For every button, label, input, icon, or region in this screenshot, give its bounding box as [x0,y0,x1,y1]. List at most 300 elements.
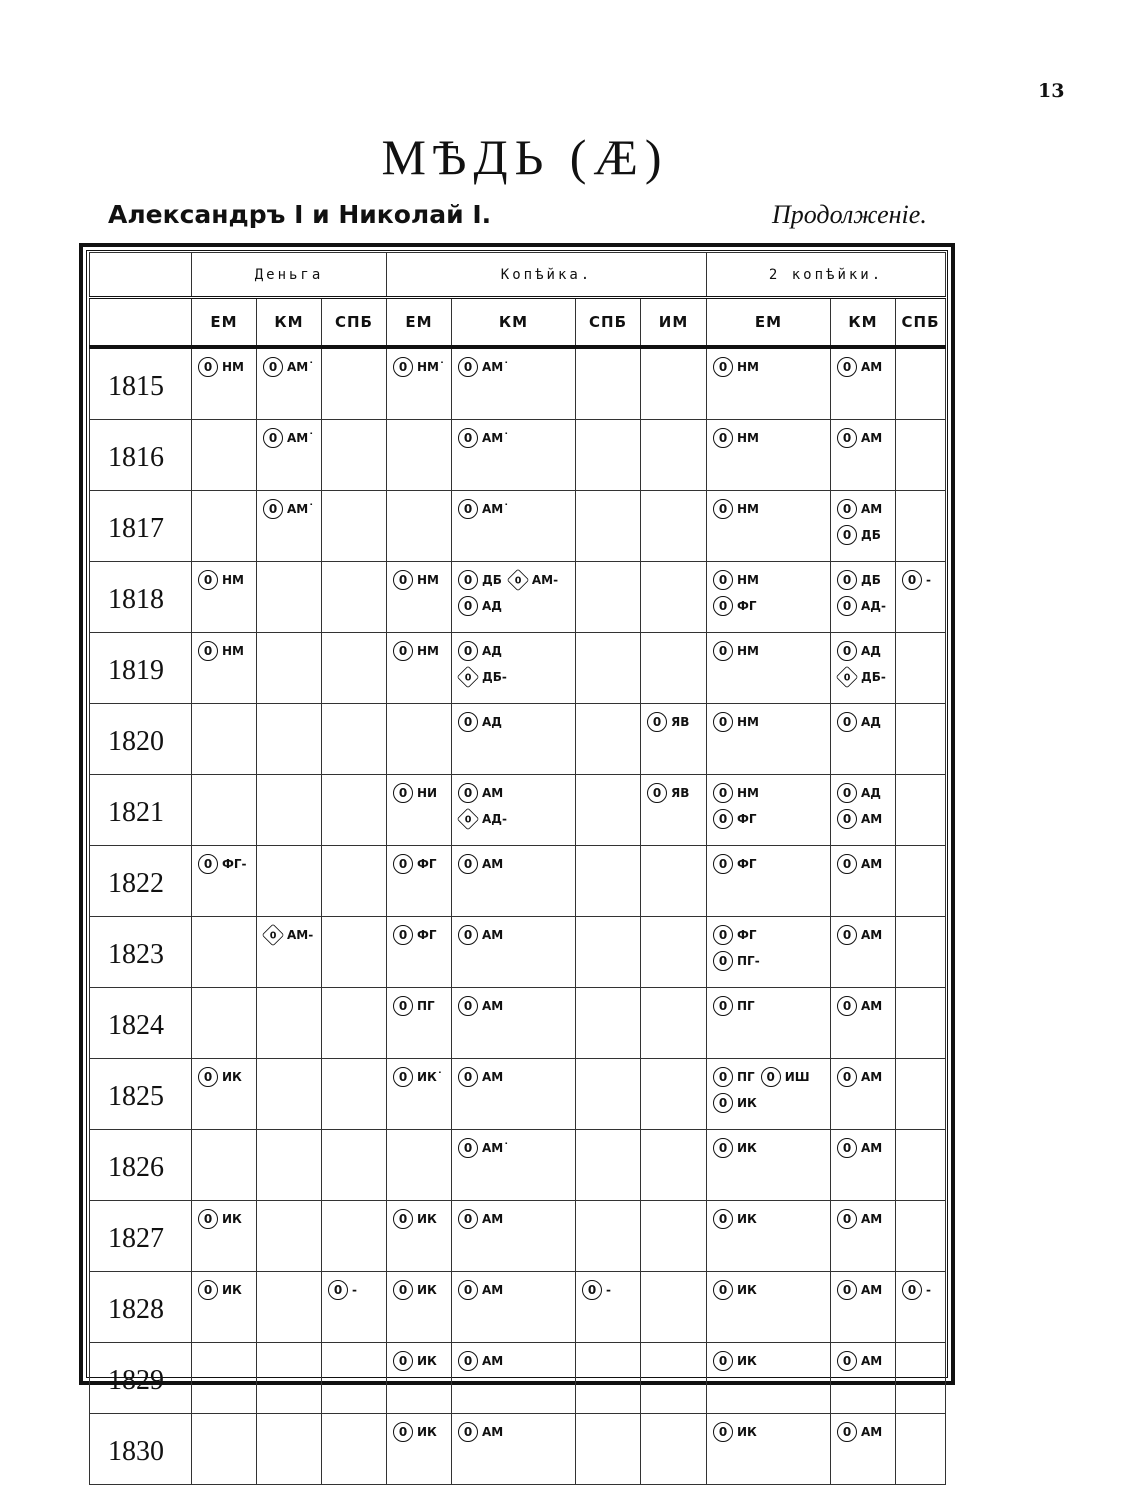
mint-cell [831,347,896,420]
mint-mark [837,709,895,735]
circle-mark-icon: 0 [458,570,478,590]
circle-mark-icon: 0 [902,570,922,590]
mint-cell [322,988,387,1059]
year-cell: 1825 [90,1059,192,1130]
circle-mark-icon: 0 [837,1422,857,1442]
circle-mark-icon: 0 [393,357,413,377]
mint-cell [707,846,831,917]
mint-cell [896,1130,946,1201]
mint-mark-label: НМ [737,502,759,516]
mint-mark [393,1206,451,1232]
corner-cell [90,253,192,298]
year-cell: 1820 [90,704,192,775]
table-row [90,1130,946,1201]
mint-mark-label: АМ˙ [482,1141,510,1155]
mint-mark-label: - [926,573,931,587]
year-cell: 1819 [90,633,192,704]
mint-cell [831,846,896,917]
mint-mark-label: ИК [737,1283,757,1297]
mint-mark-label: ДБ- [482,670,507,684]
circle-mark-icon: 0 [458,996,478,1016]
circle-mark-icon: 0 [458,1067,478,1087]
circle-mark-icon: 0 [393,1422,413,1442]
mint-cell [896,562,946,633]
mint-mark [713,425,830,451]
mint-mark-label: АМ [482,1212,504,1226]
mint-mark [458,354,575,380]
circle-mark-icon: 0 [761,1067,781,1087]
mint-mark-label: АМ˙ [287,502,315,516]
mint-cell [896,420,946,491]
mint-cell [896,1272,946,1343]
mint-cell [641,1272,707,1343]
mint-mark-label: АМ˙ [482,360,510,374]
mint-mark [837,593,895,619]
circle-mark-icon: 0 [713,428,733,448]
circle-mark-icon: 0 [713,996,733,1016]
mint-cell [322,1343,387,1414]
mint-mark [647,709,706,735]
mint-mark-label: ФГ [737,857,757,871]
circle-mark-icon: 0 [713,596,733,616]
mint-mark [458,993,575,1019]
corner-cell [90,298,192,348]
circle-mark-icon: 0 [837,712,857,732]
table-row [90,1059,946,1130]
mint-cell [452,775,576,846]
mint-mark-label: АМ [861,999,883,1013]
mint-mark-label: АМ [861,812,883,826]
mint-mark [458,780,575,806]
mint-mark-label: ЯВ [671,715,690,729]
mint-cell [576,633,641,704]
mint-mark-label: АМ [861,360,883,374]
mint-cell [831,1201,896,1272]
mint-cell [707,1130,831,1201]
mint-cell [641,420,707,491]
mint-cell [831,1414,896,1485]
mint-cell [707,1272,831,1343]
mint-cell [707,1201,831,1272]
circle-mark-icon: 0 [713,1280,733,1300]
diamond-mark-icon: 0 [507,569,530,592]
mint-cell [452,1272,576,1343]
group-header-row [90,253,946,298]
mint-mark-label: ИК [737,1212,757,1226]
table-row [90,988,946,1059]
mint-mark [458,1206,575,1232]
mint-mark-label: АМ [482,786,504,800]
mint-cell [576,775,641,846]
mint-cell [257,420,322,491]
mint-cell [192,988,257,1059]
mint-mark-label: ИК [417,1425,437,1439]
mint-mark [713,496,830,522]
mint-cell [257,1059,322,1130]
table-row [90,846,946,917]
mint-mark-label: ПГ- [737,954,760,968]
mint-cell [257,704,322,775]
mint-mark [458,593,575,619]
mint-cell [576,1130,641,1201]
mint-mark-label: ФГ [737,812,757,826]
mint-mark [328,1277,386,1303]
mint-cell [257,775,322,846]
mint-mark-label: - [926,1283,931,1297]
mint-mark [837,664,895,690]
mint-cell [387,1201,452,1272]
mint-cell [576,1272,641,1343]
mint-mark-label: ИШ [784,1070,810,1084]
mint-cell [387,846,452,917]
circle-mark-icon: 0 [263,428,283,448]
mint-cell [192,1414,257,1485]
mint-mark-label: ИК [737,1096,757,1110]
mint-mark-label: ПГ [417,999,435,1013]
mint-mark-label: ДБ- [861,670,886,684]
mint-mark [902,567,945,593]
table-body [90,347,946,1485]
mint-cell [452,846,576,917]
circle-mark-icon: 0 [837,428,857,448]
circle-mark-icon: 0 [198,357,218,377]
mint-cell [452,1201,576,1272]
mint-cell [641,1201,707,1272]
circle-mark-icon: 0 [713,951,733,971]
mint-cell [257,846,322,917]
year-cell: 1817 [90,491,192,562]
group-header-denga: Деньга [192,253,387,298]
circle-mark-icon: 0 [458,1422,478,1442]
circle-mark-icon: 0 [328,1280,348,1300]
mint-mark [393,851,451,877]
mint-mark [393,1419,451,1445]
circle-mark-icon: 0 [458,1351,478,1371]
mint-cell [576,917,641,988]
mint-mark-label: - [606,1283,611,1297]
table-row [90,704,946,775]
circle-mark-icon: 0 [837,854,857,874]
section-subtitle: Александръ I и Николай I. [108,200,492,229]
mint-mark-label: АД [482,599,502,613]
mint-mark [582,1277,640,1303]
mint-cell [387,562,452,633]
circle-mark-icon: 0 [582,1280,602,1300]
mint-cell [192,1201,257,1272]
mint-mark-label: ИК [417,1212,437,1226]
circle-mark-icon: 0 [837,925,857,945]
mint-cell [641,704,707,775]
circle-mark-icon: 0 [458,1138,478,1158]
mint-cell [452,704,576,775]
circle-mark-icon: 0 [713,1209,733,1229]
mint-mark [837,1419,895,1445]
mint-mark [458,1419,575,1445]
circle-mark-icon: 0 [837,357,857,377]
mint-mark [198,1064,256,1090]
mint-cell [387,1272,452,1343]
circle-mark-icon: 0 [713,1351,733,1371]
mint-mark [713,1277,830,1303]
mint-cell [322,704,387,775]
mint-mark-label: АД [482,715,502,729]
mint-cell [707,562,831,633]
mint-cell [576,562,641,633]
year-cell: 1823 [90,917,192,988]
year-cell: 1826 [90,1130,192,1201]
column-header: СПБ [576,298,641,348]
mint-mark-label: АМ [861,1425,883,1439]
mint-cell [192,846,257,917]
mint-mark [458,922,575,948]
mint-mark-label: АД- [482,812,507,826]
mint-mark-label: НМ [737,573,759,587]
mint-cell [896,633,946,704]
mint-cell [257,491,322,562]
mint-cell [831,775,896,846]
circle-mark-icon: 0 [647,712,667,732]
mint-cell [452,1343,576,1414]
column-header: СПБ [322,298,387,348]
mint-mark-label: АМ˙ [482,502,510,516]
circle-mark-icon: 0 [837,641,857,661]
mint-mark [198,851,256,877]
mint-cell [387,491,452,562]
mint-cell [641,1059,707,1130]
mint-cell [192,1272,257,1343]
mint-cell [452,1059,576,1130]
mint-cell [257,1272,322,1343]
mint-cell [641,347,707,420]
group-header-2-kopeiki: 2 копѣйки. [707,253,946,298]
circle-mark-icon: 0 [713,570,733,590]
table-row [90,775,946,846]
mint-mark [837,1135,895,1161]
mint-mark-label: ФГ [417,857,437,871]
column-header-row [90,298,946,348]
mint-mark-label: АМ [861,1283,883,1297]
mint-cell [257,917,322,988]
mint-mark [713,851,830,877]
column-header: ЕМ [192,298,257,348]
mint-mark-label: АМ [861,431,883,445]
mint-cell [257,1343,322,1414]
mint-mark [393,638,451,664]
table-row [90,420,946,491]
mint-cell [831,1130,896,1201]
circle-mark-icon: 0 [393,641,413,661]
mint-mark [713,1206,830,1232]
mint-mark-label: ПГ [737,999,755,1013]
circle-mark-icon: 0 [198,570,218,590]
mint-mark [713,948,830,974]
circle-mark-icon: 0 [713,854,733,874]
mint-mark-label: АД [861,786,881,800]
mint-mark [713,638,830,664]
group-header-kopeika: Копѣйка. [387,253,707,298]
circle-mark-icon: 0 [837,596,857,616]
mint-cell [322,917,387,988]
diamond-mark-icon: 0 [457,666,480,689]
mint-mark-label: АМ [482,928,504,942]
mint-mark [837,780,895,806]
mint-cell [576,846,641,917]
circle-mark-icon: 0 [458,712,478,732]
mint-cell [322,1201,387,1272]
mint-mark [713,1135,830,1161]
mint-mark [713,780,830,806]
mint-mark-label: ИК [222,1070,242,1084]
mint-cell [192,633,257,704]
circle-mark-icon: 0 [198,1067,218,1087]
mint-mark [393,993,451,1019]
mint-mark [198,567,256,593]
mint-mark [393,1277,451,1303]
mint-mark [393,1064,451,1090]
page-number: 13 [1038,80,1065,102]
mint-cell [707,491,831,562]
mint-mark-label: АМ [482,857,504,871]
circle-mark-icon: 0 [713,809,733,829]
circle-mark-icon: 0 [713,1138,733,1158]
mint-mark-label: ИК˙ [417,1070,443,1084]
table-row [90,1201,946,1272]
circle-mark-icon: 0 [198,854,218,874]
column-header: ИМ [641,298,707,348]
mint-cell [896,846,946,917]
mint-cell [322,1272,387,1343]
year-cell: 1827 [90,1201,192,1272]
circle-mark-icon: 0 [393,1351,413,1371]
circle-mark-icon: 0 [713,712,733,732]
mint-cell [257,988,322,1059]
mint-cell [641,1343,707,1414]
mint-cell [192,775,257,846]
mint-mark [713,993,830,1019]
mint-cell [257,347,322,420]
mint-mark [393,780,451,806]
mint-mark [713,567,830,593]
mint-cell [896,1201,946,1272]
mint-cell [387,917,452,988]
mint-mark-label: НМ [737,644,759,658]
mint-mark [393,567,451,593]
mint-cell [322,491,387,562]
mint-mark [198,1277,256,1303]
mint-mark [198,638,256,664]
circle-mark-icon: 0 [458,596,478,616]
year-cell: 1824 [90,988,192,1059]
mint-cell [707,917,831,988]
mint-mark [837,425,895,451]
circle-mark-icon: 0 [458,783,478,803]
mint-mark [837,851,895,877]
page-title: МѢДЬ (Æ) [381,129,669,185]
mint-mark [837,1277,895,1303]
circle-mark-icon: 0 [837,783,857,803]
mint-cell [896,1059,946,1130]
mint-cell [576,988,641,1059]
circle-mark-icon: 0 [198,1280,218,1300]
mint-mark [837,1206,895,1232]
diamond-mark-icon: 0 [262,924,285,947]
mint-mark [713,806,830,832]
mint-cell [192,420,257,491]
mint-cell [322,1059,387,1130]
table-row [90,1272,946,1343]
circle-mark-icon: 0 [837,1138,857,1158]
circle-mark-icon: 0 [713,1422,733,1442]
mint-cell [322,420,387,491]
mint-mark [198,1206,256,1232]
mint-mark-label: ИК [737,1141,757,1155]
mint-mark [713,1090,830,1116]
mint-cell [387,1059,452,1130]
mint-mark [837,993,895,1019]
mint-mark [263,354,321,380]
circle-mark-icon: 0 [837,1209,857,1229]
mint-mark-label: ЯВ [671,786,690,800]
mint-mark [458,709,575,735]
mint-cell [896,775,946,846]
mint-mark-label: АД- [861,599,886,613]
mint-cell [707,704,831,775]
mint-mark [263,922,321,948]
mint-mark [458,425,575,451]
table-row [90,633,946,704]
mint-cell [192,1059,257,1130]
mint-mark [713,1064,830,1090]
mint-mark-label: АМ [482,1425,504,1439]
circle-mark-icon: 0 [647,783,667,803]
mint-cell [831,420,896,491]
circle-mark-icon: 0 [837,996,857,1016]
mint-mark [713,1419,830,1445]
circle-mark-icon: 0 [902,1280,922,1300]
circle-mark-icon: 0 [713,357,733,377]
mint-mark-label: ДБ [482,573,502,587]
mint-mark [458,1277,575,1303]
mint-cell [322,1130,387,1201]
mint-mark-label: НМ [737,360,759,374]
mint-cell [831,1272,896,1343]
mint-mark [837,922,895,948]
mint-mark [837,806,895,832]
mint-cell [257,1414,322,1485]
year-cell: 1822 [90,846,192,917]
table-row [90,917,946,988]
mint-cell [322,1414,387,1485]
mint-mark-label: АМ [861,928,883,942]
mint-mark [458,567,575,593]
mint-cell [896,347,946,420]
mint-cell [322,846,387,917]
circle-mark-icon: 0 [393,570,413,590]
mint-mark-label: АМ [861,1070,883,1084]
mint-mark [458,806,575,832]
mint-mark [837,496,895,522]
circle-mark-icon: 0 [263,357,283,377]
continuation-label: Продолженіе. [772,200,927,229]
mint-mark-label: ДБ [861,528,881,542]
mint-cell [322,562,387,633]
mint-cell [576,420,641,491]
circle-mark-icon: 0 [713,925,733,945]
mint-mark [393,1348,451,1374]
circle-mark-icon: 0 [458,854,478,874]
mint-cell [896,1414,946,1485]
mint-mark-label: АМ˙ [287,360,315,374]
